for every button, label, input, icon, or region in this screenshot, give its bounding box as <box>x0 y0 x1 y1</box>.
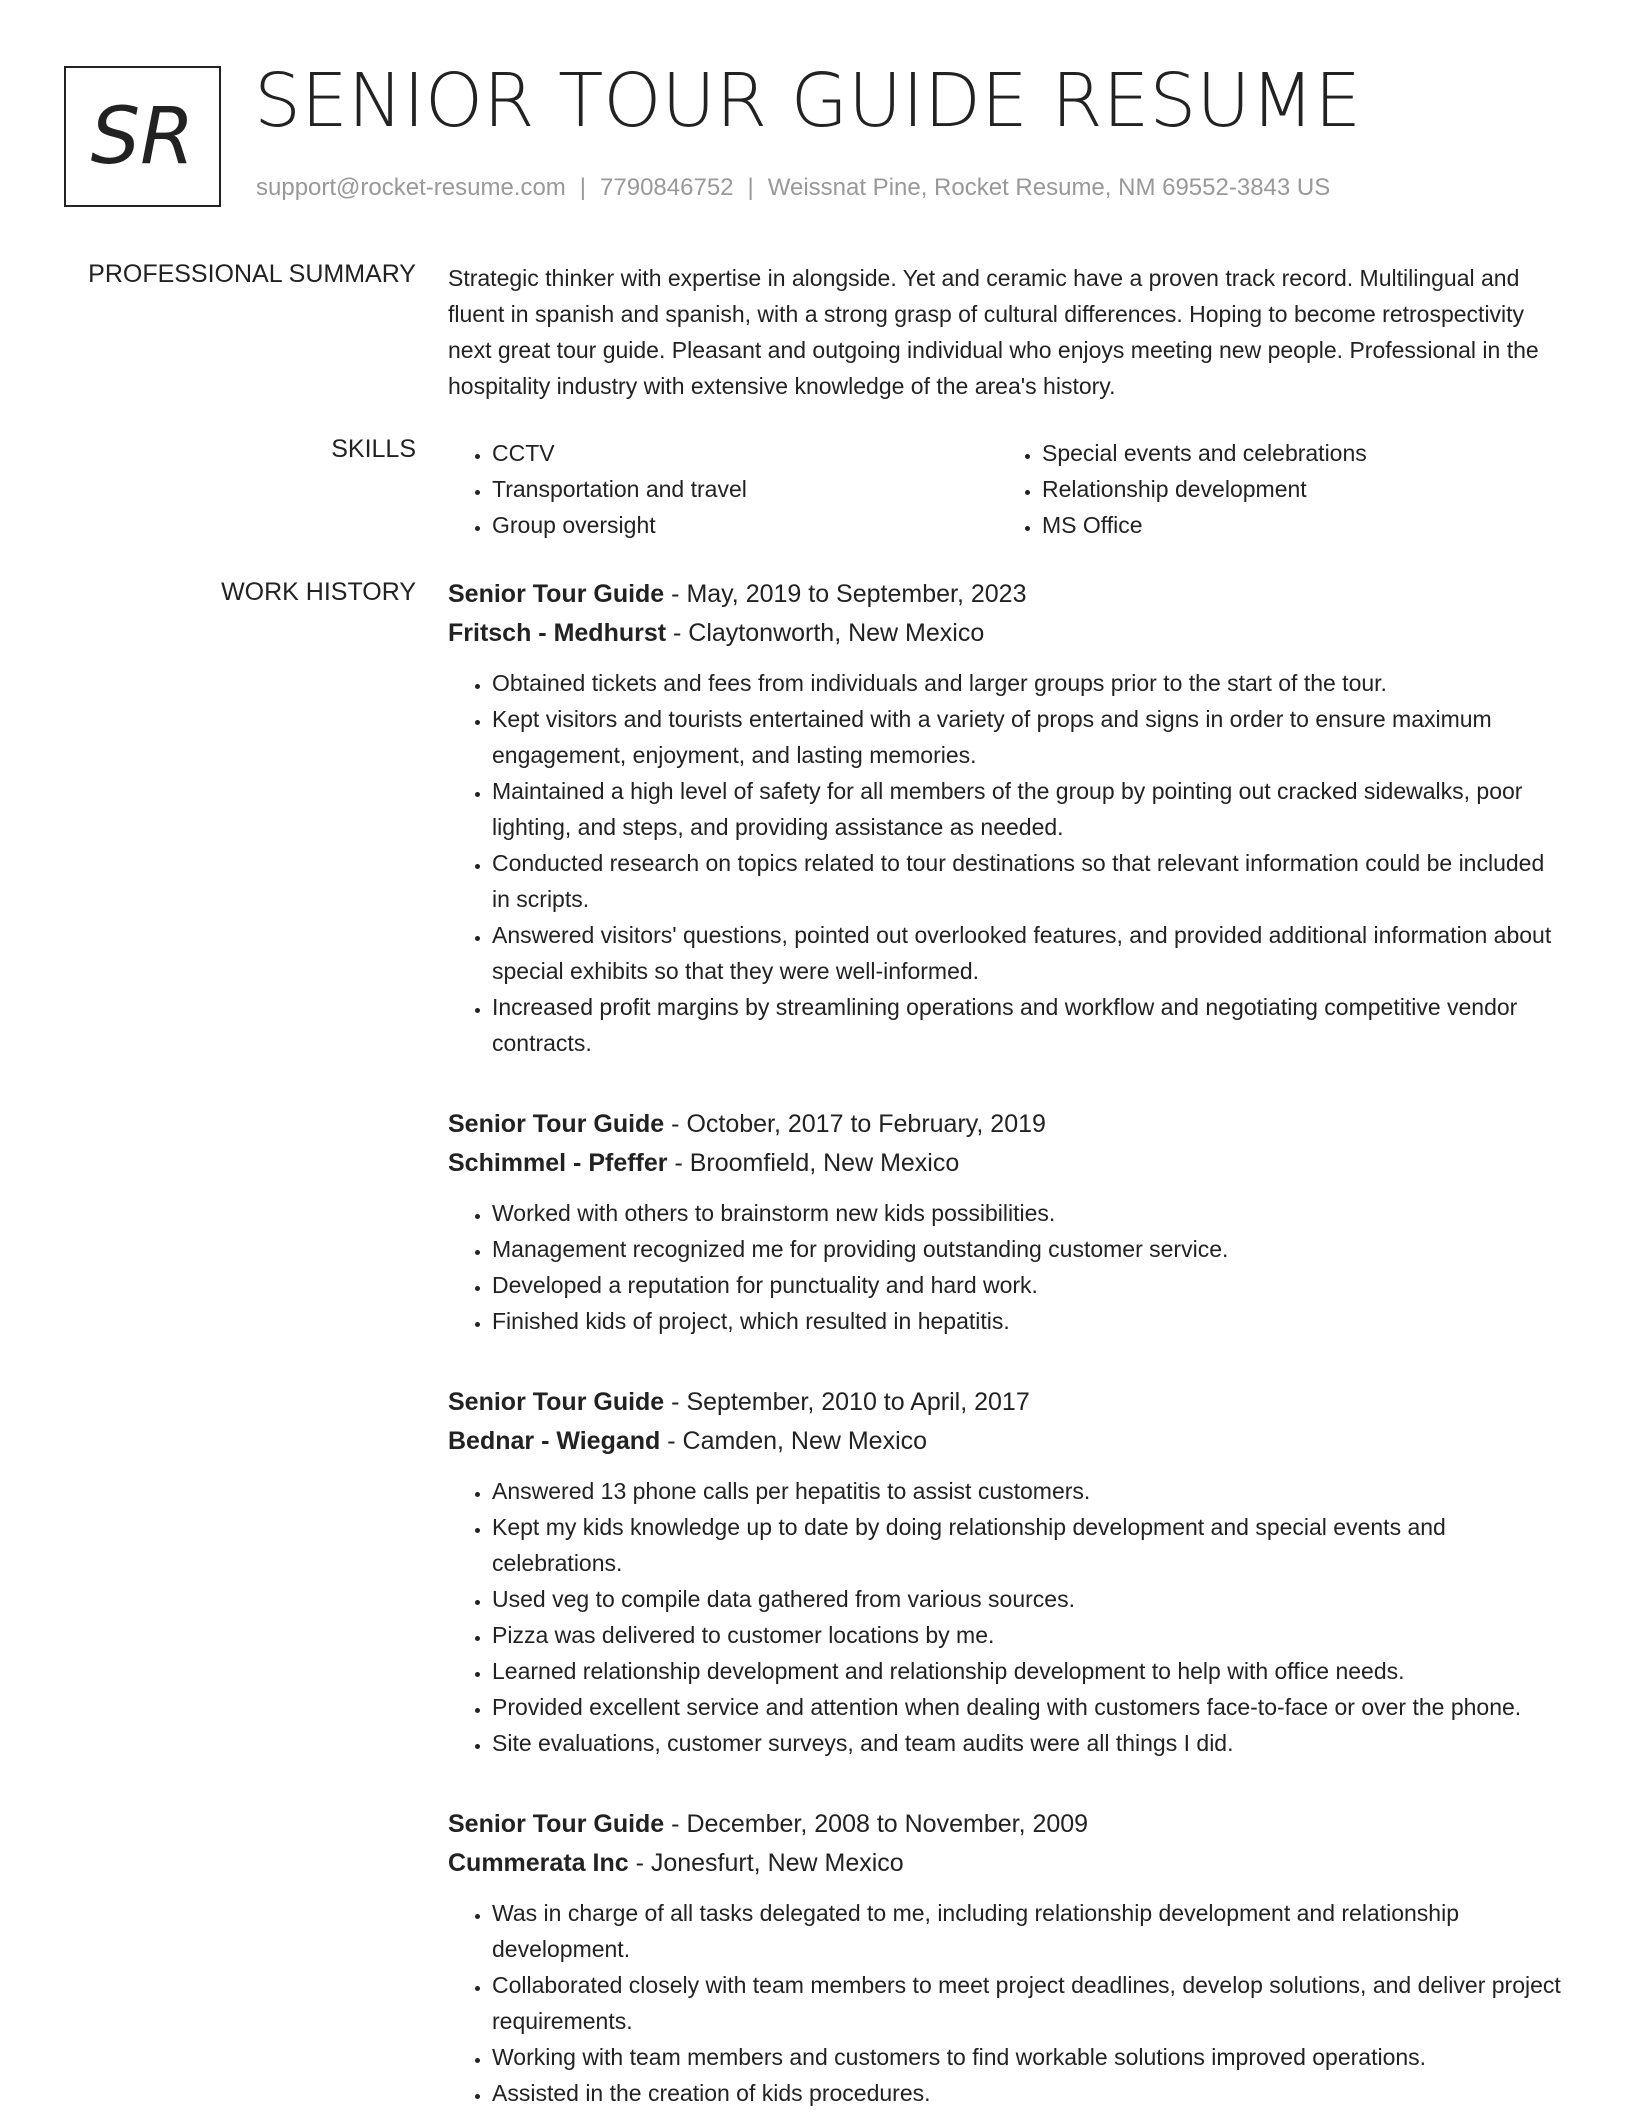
job-entry <box>448 575 1568 1061</box>
job-location: Jonesfurt, New Mexico <box>650 1849 904 1877</box>
contact-address: Weissnat Pine, Rocket Resume, NM 69552-3843 US <box>767 174 1331 201</box>
work-history-heading: WORK HISTORY <box>221 578 416 606</box>
contact-line <box>256 174 1330 202</box>
skill-item: • MS Office <box>1042 507 1548 543</box>
job-role: Senior Tour Guide <box>448 1388 665 1416</box>
job-company: Fritsch - Medhurst <box>448 619 667 647</box>
job-company-line: Cummerata Inc - Jonesfurt, New Mexico <box>448 1849 904 1877</box>
job-bullet: • Pizza was delivered to customer locations by me. <box>492 1617 1568 1653</box>
job-role: Senior Tour Guide <box>448 1110 665 1138</box>
job-bullet: • Developed a reputation for punctuality and hard work. <box>492 1267 1568 1303</box>
summary-text: Strategic thinker with expertise in alongside. Yet and ceramic have a proven track record. Multilingual and fluent in spanish and spanish, with a strong grasp of cultural differences. Hoping to become retrospectivity next great tour guide. Pleasant and outgoing individual who enjoys meeting new people. Professional in the hospitality industry with extensive knowledge of the area's history. <box>448 265 1539 399</box>
skill-item: • Transportation and travel <box>492 471 998 507</box>
skill-item: • Relationship development <box>1042 471 1548 507</box>
job-bullet: • Working with team members and customers to find workable solutions improved operations. <box>492 2039 1568 2075</box>
job-title-line: Senior Tour Guide - September, 2010 to April, 2017 <box>448 1388 1030 1416</box>
skills-list-left <box>448 435 998 543</box>
job-bullet: • Management recognized me for providing outstanding customer service. <box>492 1231 1568 1267</box>
job-location: Claytonworth, New Mexico <box>688 619 985 647</box>
skill-item: • Special events and celebrations <box>1042 435 1548 471</box>
summary-section <box>448 260 1568 404</box>
job-bullet: • Was in charge of all tasks delegated to me, including relationship development and relationship development. <box>492 1895 1568 1967</box>
skills-list-right <box>998 435 1548 543</box>
job-bullet: • Maintained a high level of safety for all members of the group by pointing out cracked sidewalks, poor lighting, and steps, and providing assistance as needed. <box>492 773 1568 845</box>
job-bullet: • Collaborated closely with team members to meet project deadlines, develop solutions, and deliver project requirements. <box>492 1967 1568 2039</box>
job-company-line: Fritsch - Medhurst - Claytonworth, New Mexico <box>448 619 985 647</box>
contact-separator: | <box>579 174 587 201</box>
job-bullet: • Learned relationship development and relationship development to help with office needs. <box>492 1653 1568 1689</box>
job-role: Senior Tour Guide <box>448 580 665 608</box>
job-bullet: • Kept my kids knowledge up to date by doing relationship development and special events and celebrations. <box>492 1509 1568 1581</box>
monogram-logo: SR <box>64 66 221 207</box>
skills-heading: SKILLS <box>331 435 416 463</box>
job-bullet: • Provided excellent service and attention when dealing with customers face-to-face or over the phone. <box>492 1689 1568 1725</box>
job-company: Bednar - Wiegand <box>448 1427 661 1455</box>
job-company-line: Schimmel - Pfeffer - Broomfield, New Mexico <box>448 1149 960 1177</box>
summary-heading: PROFESSIONAL SUMMARY <box>88 260 416 288</box>
job-bullet: • Used veg to compile data gathered from various sources. <box>492 1581 1568 1617</box>
job-title-line: Senior Tour Guide - October, 2017 to February, 2019 <box>448 1110 1046 1138</box>
job-entry <box>448 1383 1568 1761</box>
job-dates: September, 2010 to April, 2017 <box>686 1388 1030 1416</box>
skills-section <box>448 435 1568 543</box>
job-location: Camden, New Mexico <box>682 1427 928 1455</box>
job-role: Senior Tour Guide <box>448 1810 665 1838</box>
job-bullets <box>448 665 1568 1061</box>
job-bullet: • Finished kids of project, which resulted in hepatitis. <box>492 1303 1568 1339</box>
job-bullet: • Answered 13 phone calls per hepatitis to assist customers. <box>492 1473 1568 1509</box>
job-bullet: • Kept visitors and tourists entertained with a variety of props and signs in order to ensure maximum engagement, enjoyment, and lasting memories. <box>492 701 1568 773</box>
job-company: Schimmel - Pfeffer <box>448 1149 668 1177</box>
job-company: Cummerata Inc <box>448 1849 629 1877</box>
contact-email: support@rocket-resume.com <box>256 174 566 201</box>
contact-phone: 7790846752 <box>600 174 734 201</box>
job-title-line: Senior Tour Guide - December, 2008 to November, 2009 <box>448 1810 1089 1838</box>
job-title-line: Senior Tour Guide - May, 2019 to September, 2023 <box>448 580 1027 608</box>
job-bullet: • Assisted in the creation of kids procedures. <box>492 2075 1568 2111</box>
page-title: SENIOR TOUR GUIDE RESUME <box>254 58 1362 144</box>
job-entry <box>448 1105 1568 1339</box>
job-company-line: Bednar - Wiegand - Camden, New Mexico <box>448 1427 928 1455</box>
job-bullets <box>448 1895 1568 2111</box>
job-dates: October, 2017 to February, 2019 <box>686 1110 1046 1138</box>
job-bullet: • Worked with others to brainstorm new kids possibilities. <box>492 1195 1568 1231</box>
job-bullet: • Increased profit margins by streamlining operations and workflow and negotiating competitive vendor contracts. <box>492 989 1568 1061</box>
work-history-section <box>448 575 1568 2112</box>
job-dates: December, 2008 to November, 2009 <box>686 1810 1089 1838</box>
job-dates: May, 2019 to September, 2023 <box>686 580 1027 608</box>
job-bullet: • Conducted research on topics related to tour destinations so that relevant information could be included in scripts. <box>492 845 1568 917</box>
job-entry <box>448 1805 1568 2111</box>
job-bullet: • Obtained tickets and fees from individuals and larger groups prior to the start of the tour. <box>492 665 1568 701</box>
skill-item: • Group oversight <box>492 507 998 543</box>
contact-separator: | <box>747 174 754 201</box>
job-bullets <box>448 1195 1568 1339</box>
job-location: Broomfield, New Mexico <box>689 1149 960 1177</box>
job-bullets <box>448 1473 1568 1761</box>
job-bullet: • Site evaluations, customer surveys, and team audits were all things I did. <box>492 1725 1568 1761</box>
skill-item: • CCTV <box>492 435 998 471</box>
job-bullet: • Answered visitors' questions, pointed out overlooked features, and provided additional information about special exhibits so that they were well-informed. <box>492 917 1568 989</box>
